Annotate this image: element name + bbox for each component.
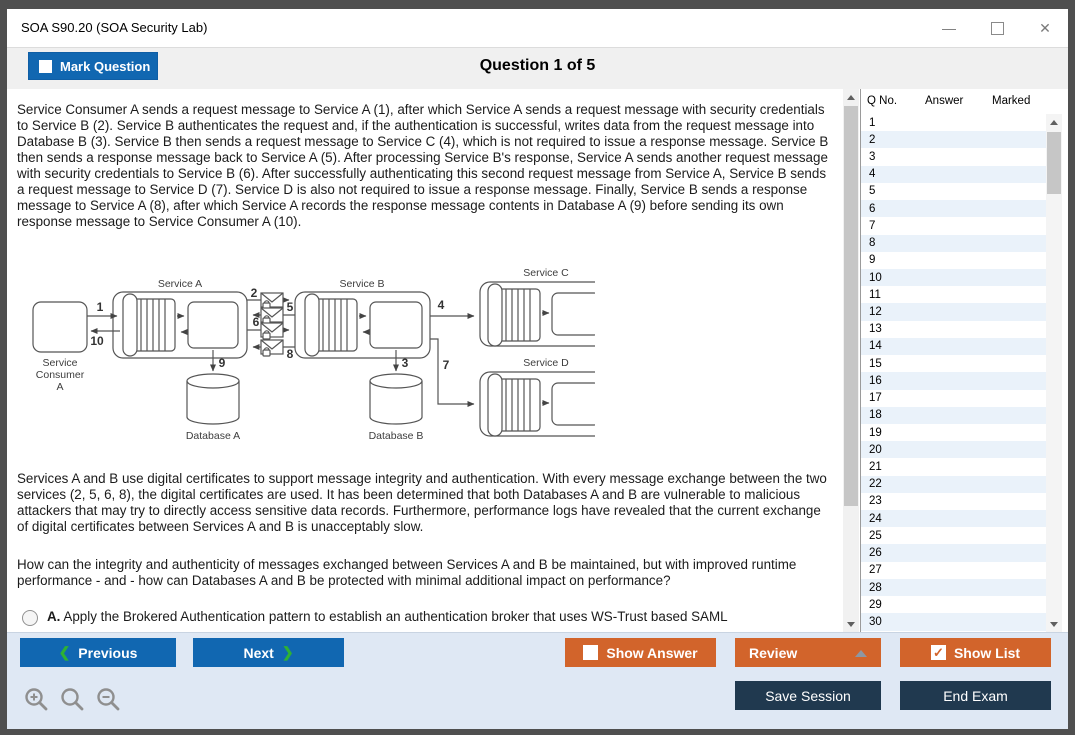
question-list-panel	[860, 89, 1062, 632]
question-row[interactable]	[861, 338, 1046, 355]
review-button[interactable]: Review	[735, 638, 881, 667]
maximize-box	[991, 22, 1004, 35]
question-row-number: 27	[869, 564, 882, 577]
svg-text:Consumer: Consumer	[35, 369, 85, 381]
question-row[interactable]	[861, 510, 1046, 527]
question-row[interactable]	[861, 114, 1046, 131]
svg-text:Service B: Service B	[339, 278, 385, 290]
chevron-left-icon: ❮	[58, 644, 71, 660]
show-answer-checkbox[interactable]	[583, 645, 598, 660]
question-row-number: 30	[869, 615, 882, 628]
window-title: SOA S90.20 (SOA Security Lab)	[21, 20, 208, 35]
question-row[interactable]	[861, 269, 1046, 286]
svg-text:1: 1	[96, 300, 104, 314]
svg-text:Database A: Database A	[185, 430, 241, 442]
question-row-number: 11	[869, 288, 881, 301]
scroll-up-icon[interactable]	[843, 89, 859, 105]
question-row-number: 1	[869, 116, 876, 129]
question-row-number: 8	[869, 237, 876, 250]
question-row[interactable]	[861, 235, 1046, 252]
question-row[interactable]	[861, 390, 1046, 407]
question-row-number: 23	[869, 495, 882, 508]
question-row-number: 15	[869, 357, 882, 370]
title-bar	[7, 9, 1068, 48]
question-row[interactable]	[861, 166, 1046, 183]
question-row-number: 26	[869, 547, 882, 560]
question-row[interactable]	[861, 200, 1046, 217]
question-row-number: 25	[869, 529, 882, 542]
question-paragraph-3: How can the integrity and authenticity of messages exchanged between Services A and B be maintained, but with improved runtime performance - and - how can Databases A and B be protected with minimal additional impact on performance?	[17, 557, 797, 588]
svg-text:Database B: Database B	[368, 430, 424, 442]
question-row[interactable]	[861, 527, 1046, 544]
show-answer-button[interactable]: Show Answer	[565, 638, 716, 667]
option-a-radio[interactable]	[22, 610, 38, 626]
question-row-number: 28	[869, 581, 882, 594]
question-row-number: 9	[869, 254, 876, 267]
zoom-controls	[23, 686, 123, 714]
zoom-reset-icon[interactable]	[59, 686, 87, 714]
question-row[interactable]	[861, 493, 1046, 510]
svg-text:10: 10	[90, 334, 104, 348]
question-list-body	[861, 114, 1046, 632]
question-row-number: 2	[869, 133, 876, 146]
question-row[interactable]	[861, 355, 1046, 372]
svg-text:5: 5	[286, 300, 294, 314]
list-scroll-up-icon[interactable]	[1046, 114, 1062, 130]
question-paragraph-2: Services A and B use digital certificates to support message integrity and authentication. With every message exchange between the two services (2, 5, 6, 8), the digital certificates are used. It has been determined that both Databases A and B are vulnerable to malicious attackers that may try to directly access sensitive data records. Furthermore, performance logs have revealed that the current exchange of digital certificates between Services A and B is unacceptably slow.	[17, 471, 827, 534]
answer-option-a[interactable]	[22, 609, 832, 626]
content-scrollbar[interactable]	[843, 89, 859, 632]
question-row-number: 7	[869, 219, 876, 232]
end-exam-button[interactable]: End Exam	[900, 681, 1051, 710]
question-row-number: 22	[869, 478, 882, 491]
col-answer: Answer	[925, 95, 964, 107]
question-row-number: 18	[869, 409, 882, 422]
svg-text:9: 9	[218, 356, 226, 370]
question-row-number: 17	[869, 392, 882, 405]
question-row-number: 10	[869, 271, 882, 284]
question-row-number: 21	[869, 460, 882, 473]
triangle-up-icon	[855, 650, 867, 657]
question-row[interactable]	[861, 596, 1046, 613]
question-row[interactable]	[861, 131, 1046, 148]
svg-text:A: A	[56, 381, 64, 393]
svg-text:Service: Service	[42, 357, 78, 369]
question-row[interactable]	[861, 458, 1046, 475]
maximize-icon[interactable]	[988, 19, 1006, 37]
question-row-number: 3	[869, 151, 876, 164]
question-row[interactable]	[861, 544, 1046, 561]
question-row-number: 14	[869, 340, 882, 353]
question-row-number: 4	[869, 168, 876, 181]
question-row[interactable]	[861, 252, 1046, 269]
question-row[interactable]	[861, 407, 1046, 424]
svg-text:2: 2	[250, 286, 258, 300]
question-row-number: 29	[869, 598, 882, 611]
service-consumer-a-box	[33, 302, 87, 352]
check-icon: ✓	[932, 645, 944, 660]
question-row[interactable]	[861, 613, 1046, 630]
question-row-number: 5	[869, 185, 876, 198]
list-scrollbar-thumb[interactable]	[1047, 132, 1061, 194]
question-row[interactable]	[861, 579, 1046, 596]
show-list-button[interactable]: ✓ Show List	[900, 638, 1051, 667]
question-row[interactable]	[861, 303, 1046, 320]
svg-text:7: 7	[442, 358, 450, 372]
svg-text:Service C: Service C	[523, 267, 569, 279]
show-list-checkbox[interactable]	[931, 645, 946, 660]
question-row-number: 6	[869, 202, 876, 215]
scroll-down-icon[interactable]	[843, 616, 859, 632]
close-icon[interactable]: ✕	[1039, 19, 1051, 36]
question-list-scrollbar[interactable]	[1046, 114, 1062, 632]
question-list-header	[861, 89, 1062, 115]
question-row[interactable]	[861, 148, 1046, 165]
question-paragraph-1: Service Consumer A sends a request message to Service A (1), after which Service A sends a request message with security credentials to Service B (2). Service B authenticates the request and, if the authentication is successful, writes data from the request message into Database B (3). Service B then sends a request message to Service C (4), which is not required to issue a response message. Service B then sends a response message back to Service A (5). After processing Service B's response, Service A sends another request message with security credentials to Service B (6). After successfully authenticating this second request message from Service A, Service B sends a request message to Service D (7). Service D is also not required to issue a response message. Finally, Service B sends a response message to Service A (8), after which Service A records the response message contents in Database A (9) before sending its own response message to Service Consumer A (10).	[17, 102, 829, 229]
chevron-right-icon: ❯	[281, 644, 294, 660]
question-row-number: 19	[869, 426, 882, 439]
window-controls	[940, 9, 1054, 47]
question-row[interactable]	[861, 183, 1046, 200]
question-diagram	[25, 259, 595, 459]
question-row[interactable]	[861, 476, 1046, 493]
zoom-out-icon[interactable]	[95, 686, 123, 714]
col-marked: Marked	[992, 95, 1031, 107]
svg-text:3: 3	[401, 356, 409, 370]
content-scrollbar-thumb[interactable]	[844, 106, 858, 506]
next-button[interactable]: Next ❯	[193, 638, 344, 667]
app-window	[7, 9, 1068, 729]
footer-bar	[7, 632, 1068, 729]
question-row[interactable]	[861, 321, 1046, 338]
secured-message-icons	[261, 293, 283, 356]
question-row[interactable]	[861, 562, 1046, 579]
question-counter: Question 1 of 5	[479, 57, 596, 74]
minimize-icon[interactable]: —	[942, 20, 956, 36]
zoom-in-icon[interactable]	[23, 686, 51, 714]
svg-text:8: 8	[286, 347, 294, 361]
question-row-number: 24	[869, 512, 882, 525]
previous-button[interactable]: ❮ Previous	[20, 638, 176, 667]
svg-text:Service A: Service A	[157, 278, 203, 290]
save-session-button[interactable]: Save Session	[735, 681, 881, 710]
question-row[interactable]	[861, 441, 1046, 458]
svg-text:4: 4	[437, 298, 445, 312]
svg-text:Service D: Service D	[523, 357, 569, 369]
question-row[interactable]	[861, 424, 1046, 441]
question-row-number: 20	[869, 443, 882, 456]
col-qno: Q No.	[867, 95, 898, 107]
question-row[interactable]	[861, 372, 1046, 389]
question-row[interactable]	[861, 286, 1046, 303]
mark-question-label: Mark Question	[60, 58, 151, 74]
svg-text:6: 6	[252, 315, 260, 329]
question-row[interactable]	[861, 217, 1046, 234]
option-a-text: A. Apply the Brokered Authentication pattern to establish an authentication broker that uses WS-Trust based SAML	[47, 609, 728, 624]
question-row-number: 16	[869, 374, 882, 387]
question-panel	[7, 89, 843, 632]
list-scroll-down-icon[interactable]	[1046, 616, 1062, 632]
question-row-number: 13	[869, 323, 882, 336]
question-row-number: 12	[869, 306, 882, 319]
header-band	[7, 48, 1068, 89]
